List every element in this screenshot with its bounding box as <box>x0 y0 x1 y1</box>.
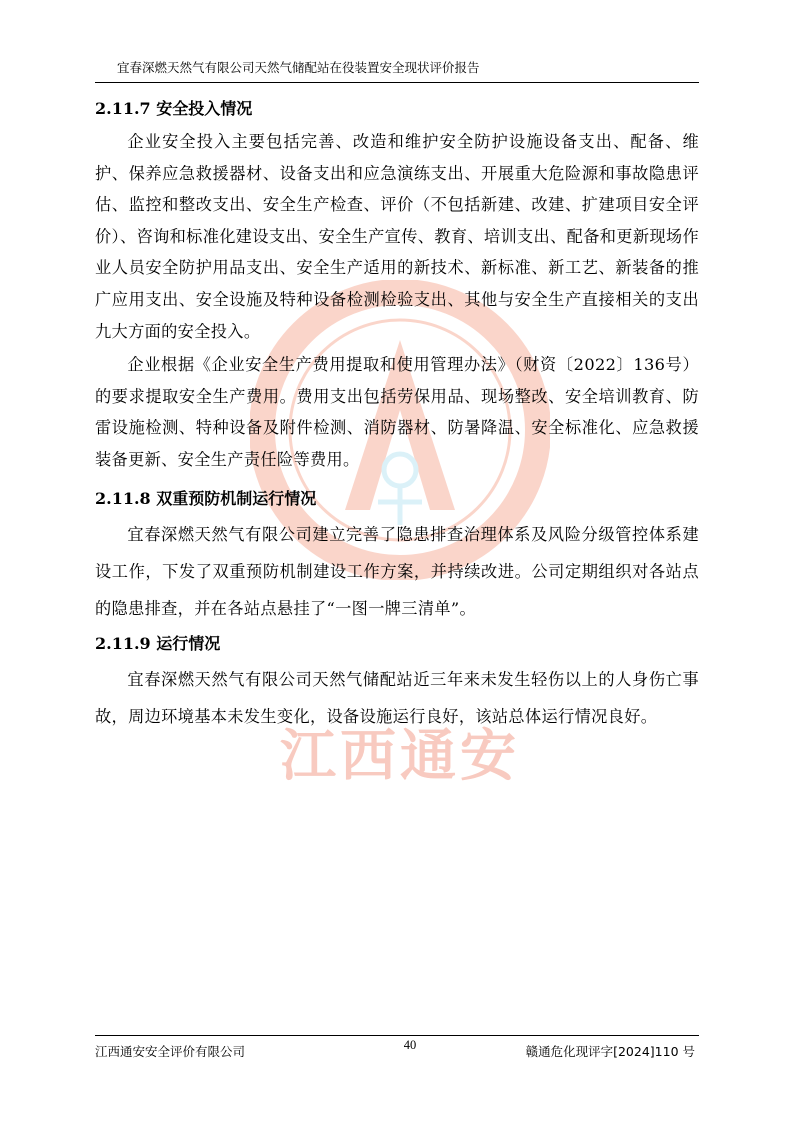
page-number: 40 <box>403 1038 417 1052</box>
footer-company-name: 江西通安安全评价有限公司 <box>95 1044 246 1059</box>
section-heading-safety-investment: 2.11.7 安全投入情况 <box>95 99 253 118</box>
page-header <box>95 52 699 83</box>
section-heading-dual-prevention: 2.11.8 双重预防机制运行情况 <box>95 488 317 508</box>
section-heading-operation: 2.11.9 运行情况 <box>95 633 221 653</box>
document-body <box>95 94 699 735</box>
paragraph-safety-cost-policy: 企业根据《企业安全生产费用提取和使用管理办法》（财资〔2022〕136号）的要求提取安全生产费用。费用支出包括劳保用品、现场整改、安全培训教育、防雷设施检测、特种设备及附件检测、消防器材、防暑降温、安全标准化、应急救援装备更新、安全生产责任险等费用。 <box>95 355 699 469</box>
watermark-text: 江西通安 <box>280 724 520 789</box>
page-footer <box>95 1035 699 1062</box>
paragraph-safety-investment-scope: 企业安全投入主要包括完善、改造和维护安全防护设施设备支出、配备、维护、保养应急救援器材、设备支出和应急演练支出、开展重大危险源和事故隐患评估、监控和整改支出、安全生产检查、评价（不包括新建、改建、扩建项目安全评价）、咨询和标准化建设支出、安全生产宣传、教育、培训支出、配备和更新现场作业人员安全防护用品支出、安全生产适用的新技术、新标准、新工艺、新装备的推广应用支出、安全设施及特种设备检测检验支出、其他与安全生产直接相关的支出九大方面的安全投入。 <box>95 132 699 341</box>
header-title: 宜春深燃天然气有限公司天然气储配站在役装置安全现状评价报告 <box>117 60 480 75</box>
footer-report-number: 赣通危化现评字[2024]110 号 <box>525 1044 695 1059</box>
paragraph-operation-status: 宜春深燃天然气有限公司天然气储配站近三年来未发生轻伤以上的人身伤亡事故，周边环境基本未发生变化，设备设施运行良好，该站总体运行情况良好。 <box>95 669 699 726</box>
paragraph-dual-prevention: 宜春深燃天然气有限公司建立完善了隐患排查治理体系及风险分级管控体系建设工作，下发了双重预防机制建设工作方案，并持续改进。公司定期组织对各站点的隐患排查，并在各站点悬挂了“一图一牌三清单”。 <box>95 524 699 618</box>
